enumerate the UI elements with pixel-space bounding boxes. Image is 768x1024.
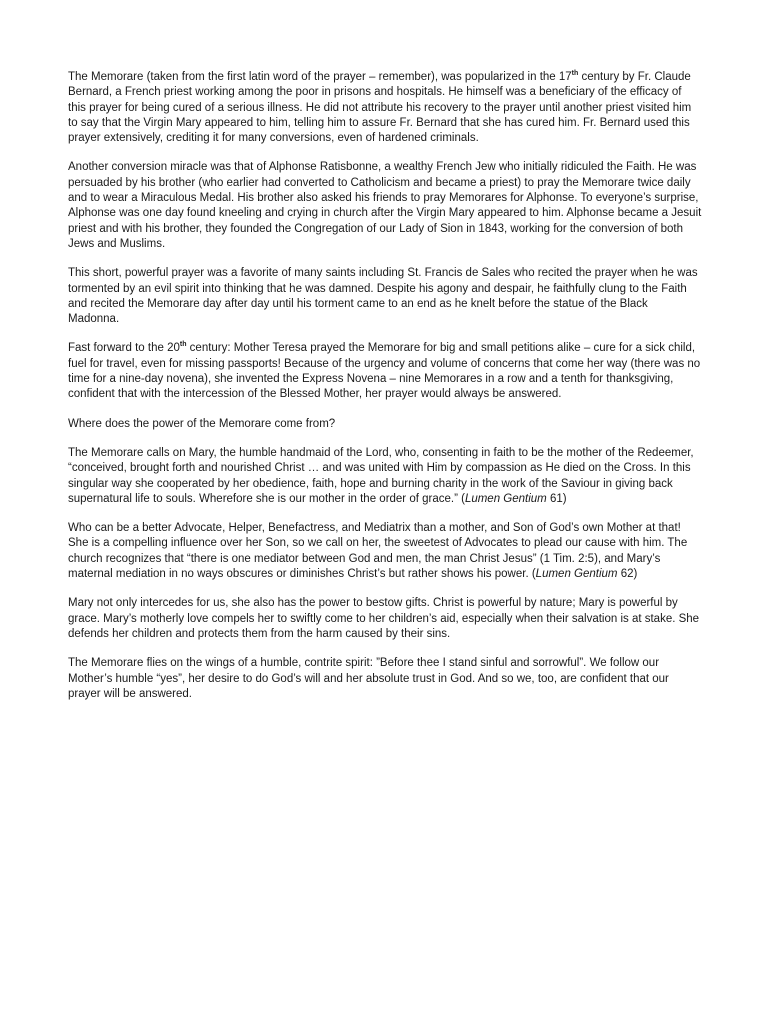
paragraph-lumen-gentium-61: The Memorare calls on Mary, the humble handmaid of the Lord, who, consenting in faith to be the mother of the Redeemer, “conceived, brought forth and nourished Christ … and was united with Him by compassion as He died on the Cross. In this singular way she cooperated by her obedience, faith, hope and burning charity in the work of the Saviour in giving back supernatural life to souls. Wherefore she is our mother in the order of grace.” (Lumen Gentium 61) [68,446,694,505]
paragraph-ratisbonne: Another conversion miracle was that of Alphonse Ratisbonne, a wealthy French Jew who initially ridiculed the Faith. He was persuaded by his brother (who earlier had converted to Catholicism and became a priest) to pray the Memorare twice daily and to wear a Miraculous Medal. His brother also asked his friends to pray Memorares for Alphonse. To everyone’s surprise, Alphonse was one day found kneeling and crying in church after the Virgin Mary appeared to him. Alphonse became a Jesuit priest and with his brother, they founded the Congregation of our Lady of Sion in 1843, working for the conversion of both Jews and Muslims. [68,161,702,250]
paragraph-intercession: Mary not only intercedes for us, she also has the power to bestow gifts. Christ is powerful by nature; Mary is powerful by grace. Mary’s motherly love compels her to swiftly come to her children’s aid, especially when their salvation is at stake. She defends her children and protects them from the harm caused by their sins. [68,597,700,640]
document-body [68,70,702,716]
paragraph-conclusion: The Memorare flies on the wings of a humble, contrite spirit: ”Before thee I stand sinful and sorrowful”. We follow our Mother’s humble “yes”, her desire to do God’s will and her absolute trust in God. And so we, too, are confident that our prayer will be answered. [68,657,669,700]
paragraph-lumen-gentium-62: Who can be a better Advocate, Helper, Benefactress, and Mediatrix than a mother, and Son of God’s own Mother at that! She is a compelling influence over her Son, so we call on her, the sweetest of Advocates to plead our cause with him. The church recognizes that “there is one mediator between God and men, the man Christ Jesus” (1 Tim. 2:5), and Mary’s maternal mediation in no ways obscures or diminishes Christ’s but rather shows his power. (Lumen Gentium 62) [68,522,688,581]
paragraph-mother-teresa: Fast forward to the 20th century: Mother Teresa prayed the Memorare for big and small petitions alike – cure for a sick child, fuel for travel, even for missing passports! Because of the urgency and volume of concerns that come her way (there was no time for a nine-day novena), she invented the Express Novena – nine Memorares in a row and a tenth for thanksgiving, confident that with the intercession of the Blessed Mother, her prayer would always be answered. [68,341,701,401]
paragraph-francis-de-sales: This short, powerful prayer was a favorite of many saints including St. Francis de Sales who recited the prayer when he was tormented by an evil spirit into thinking that he was damned. Despite his agony and despair, he faithfully clung to the Faith and recited the Memorare day after day until his torment came to an end as he knelt before the statue of the Black Madonna. [68,267,698,326]
paragraph-question: Where does the power of the Memorare come from? [68,417,336,430]
paragraph-origin: The Memorare (taken from the first latin word of the prayer – remember), was popularized in the 17th century by Fr. Claude Bernard, a French priest working among the poor in prisons and hospitals. He himself was a beneficiary of the efficacy of this prayer for being cured of a serious illness. He did not attribute his recovery to the prayer until another priest visited him to say that the Virgin Mary appeared to him, telling him to assure Fr. Bernard that she has cured him. Fr. Bernard used this prayer extensively, crediting it for many conversions, even of hardened criminals. [68,70,692,145]
